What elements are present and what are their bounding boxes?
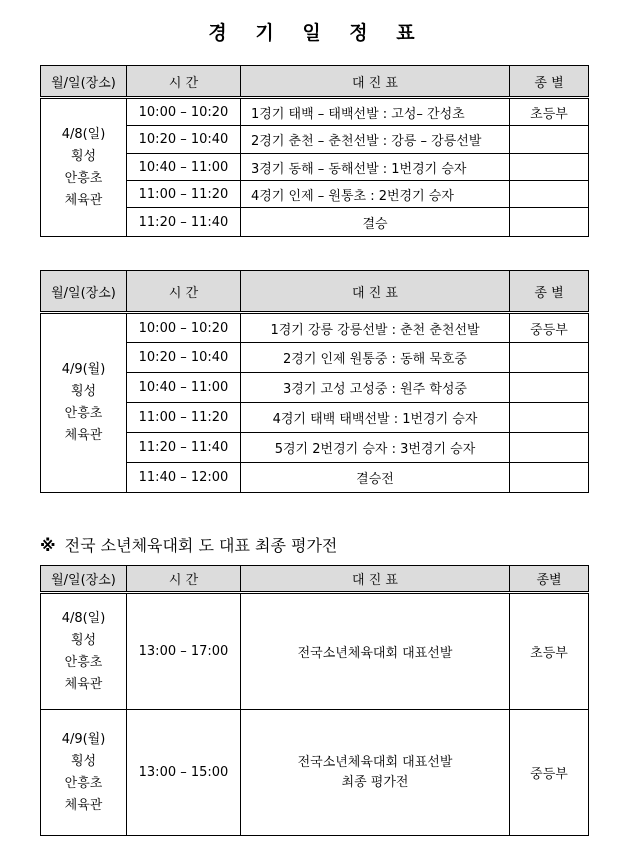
page-title: 경 기 일 정 표 <box>208 22 426 44</box>
division-cell <box>510 343 589 373</box>
table-row <box>41 593 589 710</box>
header-date-place: 월/일(장소) <box>41 566 127 593</box>
table-row <box>41 98 589 126</box>
time-cell: 10:40 – 11:00 <box>127 154 241 181</box>
place-label: 횡성 <box>70 148 97 164</box>
notice-heading <box>40 533 337 556</box>
place-label: 체육관 <box>64 192 103 208</box>
match-cell: 결승전 <box>241 463 510 493</box>
place-label: 안흥초 <box>64 406 103 421</box>
division-cell <box>510 154 589 181</box>
header-matchup: 대 진 표 <box>241 271 510 313</box>
division-cell <box>510 373 589 403</box>
time-cell: 10:40 – 11:00 <box>127 373 241 403</box>
header-date-place: 월/일(장소) <box>41 66 127 98</box>
schedule-table-elementary <box>40 65 589 237</box>
date-label: 4/9(월) <box>61 362 106 377</box>
schedule-table-middle <box>40 270 589 493</box>
header-time: 시 간 <box>127 66 241 98</box>
header-matchup: 대 진 표 <box>241 66 510 98</box>
match-cell: 결승 <box>241 208 510 237</box>
place-label: 횡성 <box>70 632 97 648</box>
schedule-table-final-evaluation <box>40 565 589 836</box>
notice-text: 전국 소년체육대회 도 대표 최종 평가전 <box>64 536 338 555</box>
match-cell: 5경기 2번경기 승자 : 3번경기 승자 <box>241 433 510 463</box>
date-place-cell <box>41 313 127 493</box>
match-cell: 3경기 고성 고성중 : 원주 학성중 <box>241 373 510 403</box>
division-cell <box>510 208 589 237</box>
place-label: 안흥초 <box>64 170 103 186</box>
place-label: 횡성 <box>70 384 97 399</box>
division-cell <box>510 433 589 463</box>
date-label: 4/8(일) <box>61 610 106 626</box>
place-label: 체육관 <box>64 797 103 813</box>
match-cell: 2경기 인제 원통중 : 동해 묵호중 <box>241 343 510 373</box>
header-time: 시 간 <box>127 566 241 593</box>
match-cell: 1경기 강릉 강릉선발 : 춘천 춘천선발 <box>241 313 510 343</box>
place-label: 체육관 <box>64 428 103 443</box>
time-cell: 11:40 – 12:00 <box>127 463 241 493</box>
division-cell: 중등부 <box>510 710 589 836</box>
match-cell: 4경기 인제 – 원통초 : 2번경기 승자 <box>241 181 510 208</box>
time-cell: 10:20 – 10:40 <box>127 343 241 373</box>
division-cell <box>510 403 589 433</box>
division-cell <box>510 463 589 493</box>
time-cell: 13:00 – 17:00 <box>127 593 241 710</box>
time-cell: 11:20 – 11:40 <box>127 208 241 237</box>
date-place-cell <box>41 98 127 237</box>
date-place-cell <box>41 710 127 836</box>
place-label: 안흥초 <box>64 775 103 791</box>
match-cell: 1경기 태백 – 태백선발 : 고성– 간성초 <box>241 98 510 126</box>
time-cell: 13:00 – 15:00 <box>127 710 241 836</box>
header-time: 시 간 <box>127 271 241 313</box>
header-division: 종 별 <box>510 66 589 98</box>
division-cell <box>510 126 589 154</box>
place-label: 안흥초 <box>64 654 103 670</box>
reference-mark: ※ <box>40 536 56 555</box>
time-cell: 10:00 – 10:20 <box>127 313 241 343</box>
table-row <box>41 710 589 836</box>
time-cell: 11:00 – 11:20 <box>127 403 241 433</box>
table-row <box>41 313 589 343</box>
time-cell: 11:20 – 11:40 <box>127 433 241 463</box>
match-cell: 전국소년체육대회 대표선발 <box>241 593 510 710</box>
place-label: 체육관 <box>64 676 103 692</box>
match-cell <box>241 710 510 836</box>
date-label: 4/8(일) <box>61 126 106 142</box>
place-label: 횡성 <box>70 753 97 769</box>
division-cell: 중등부 <box>510 313 589 343</box>
header-division: 종별 <box>510 566 589 593</box>
time-cell: 10:00 – 10:20 <box>127 98 241 126</box>
header-division: 종 별 <box>510 271 589 313</box>
header-matchup: 대 진 표 <box>241 566 510 593</box>
time-cell: 11:00 – 11:20 <box>127 181 241 208</box>
match-cell: 3경기 동해 – 동해선발 : 1번경기 승자 <box>241 154 510 181</box>
division-cell <box>510 181 589 208</box>
division-cell: 초등부 <box>510 98 589 126</box>
time-cell: 10:20 – 10:40 <box>127 126 241 154</box>
header-date-place: 월/일(장소) <box>41 271 127 313</box>
division-cell: 초등부 <box>510 593 589 710</box>
match-cell: 2경기 춘천 – 춘천선발 : 강릉 – 강릉선발 <box>241 126 510 154</box>
date-label: 4/9(월) <box>61 731 106 747</box>
match-cell: 4경기 태백 태백선발 : 1번경기 승자 <box>241 403 510 433</box>
match-line: 전국소년체육대회 대표선발 <box>297 754 453 770</box>
match-line: 최종 평가전 <box>341 774 409 790</box>
date-place-cell <box>41 593 127 710</box>
